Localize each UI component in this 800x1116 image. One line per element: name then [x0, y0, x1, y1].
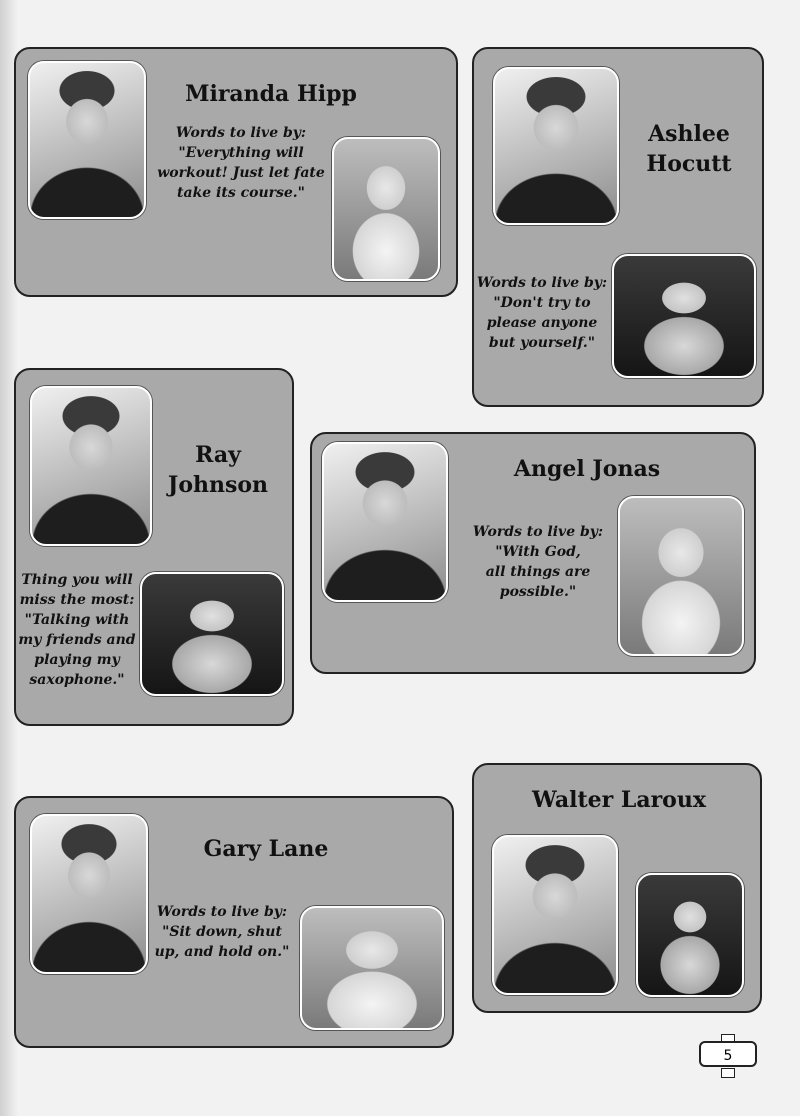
quote-line: saxophone." — [29, 672, 125, 688]
name-line: Hocutt — [646, 151, 732, 177]
senior-portrait — [30, 386, 152, 546]
student-card-angel-jonas — [310, 432, 756, 674]
student-quote — [458, 522, 618, 602]
student-quote — [472, 273, 612, 353]
quote-line: up, and hold on." — [154, 944, 290, 960]
quote-line: "Everything will — [178, 145, 304, 161]
quote-line: playing my — [34, 652, 120, 668]
student-name — [624, 119, 754, 179]
student-name — [156, 440, 280, 500]
senior-portrait — [30, 814, 148, 974]
quote-heading: Thing you will — [21, 572, 133, 588]
student-card-walter-laroux — [472, 763, 762, 1013]
baby-photo — [618, 496, 744, 656]
quote-line: "Talking with — [24, 612, 130, 628]
page-number-tab — [721, 1068, 735, 1078]
student-name: Angel Jonas — [513, 456, 661, 482]
quote-heading: Words to live by: — [156, 904, 288, 920]
student-quote — [146, 902, 298, 962]
baby-photo — [332, 137, 440, 281]
quote-line: "Don't try to — [493, 295, 591, 311]
page-number: 5 — [699, 1041, 757, 1067]
senior-portrait — [493, 67, 619, 225]
student-card-miranda-hipp — [14, 47, 458, 297]
quote-heading: Words to live by: — [476, 275, 608, 291]
name-line: Ray — [195, 442, 241, 468]
quote-line: take its course." — [177, 185, 305, 201]
senior-portrait — [28, 61, 146, 219]
senior-portrait — [492, 835, 618, 995]
quote-line: please anyone — [486, 315, 598, 331]
quote-line: "With God, — [495, 544, 581, 560]
name-line: Ashlee — [648, 121, 730, 147]
senior-portrait — [322, 442, 448, 602]
student-card-gary-lane — [14, 796, 454, 1048]
quote-heading: Words to live by: — [472, 524, 604, 540]
student-quote — [16, 570, 138, 690]
name-line: Johnson — [167, 472, 269, 498]
student-quote — [152, 123, 330, 203]
baby-photo — [636, 873, 744, 997]
student-name: Walter Laroux — [532, 787, 706, 813]
quote-heading: Words to live by: — [175, 125, 307, 141]
student-card-ray-johnson — [14, 368, 294, 726]
student-card-ashlee-hocutt — [472, 47, 764, 407]
quote-line: all things are — [485, 564, 591, 580]
quote-line: possible." — [499, 584, 577, 600]
quote-line: workout! Just let fate — [157, 165, 325, 181]
student-name: Miranda Hipp — [185, 81, 357, 107]
quote-line: "Sit down, shut — [162, 924, 282, 940]
quote-line: my friends and — [18, 632, 136, 648]
baby-photo — [140, 572, 284, 696]
quote-line: but yourself." — [488, 335, 596, 351]
student-name: Gary Lane — [203, 836, 329, 862]
quote-line: miss the most: — [19, 592, 135, 608]
baby-photo — [300, 906, 444, 1030]
baby-photo — [612, 254, 756, 378]
